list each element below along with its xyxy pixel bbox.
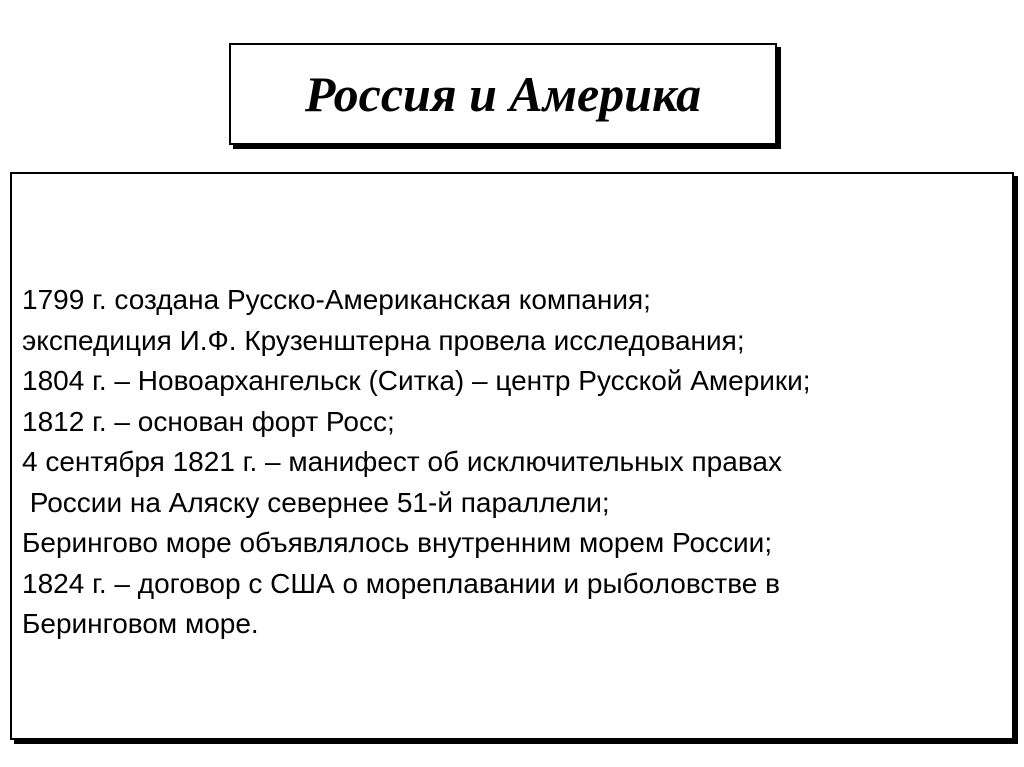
- content-line-2: экспедиция И.Ф. Крузенштерна провела исследования;: [22, 324, 745, 356]
- content-list: [22, 280, 811, 645]
- content-box: [10, 172, 1014, 740]
- content-line-8: 1824 г. – договор с США о мореплавании и рыболовстве в: [22, 567, 781, 599]
- content-line-7: Берингово море объявлялось внутренним морем России;: [22, 527, 773, 558]
- content-line-6: России на Аляску севернее 51-й параллели;: [22, 486, 610, 518]
- content-line-1: 1799 г. создана Русско-Американская компания;: [22, 284, 651, 315]
- slide-title: Россия и Америка: [304, 66, 702, 122]
- content-line-5: 4 сентября 1821 г. – манифест об исключительных правах: [22, 446, 782, 477]
- content-line-3: 1804 г. – Новоархангельск (Ситка) – центр Русской Америки;: [22, 365, 811, 396]
- content-line-4: 1812 г. – основан форт Росс;: [22, 405, 395, 437]
- title-box: [229, 43, 777, 145]
- content-line-9: Беринговом море.: [22, 608, 259, 639]
